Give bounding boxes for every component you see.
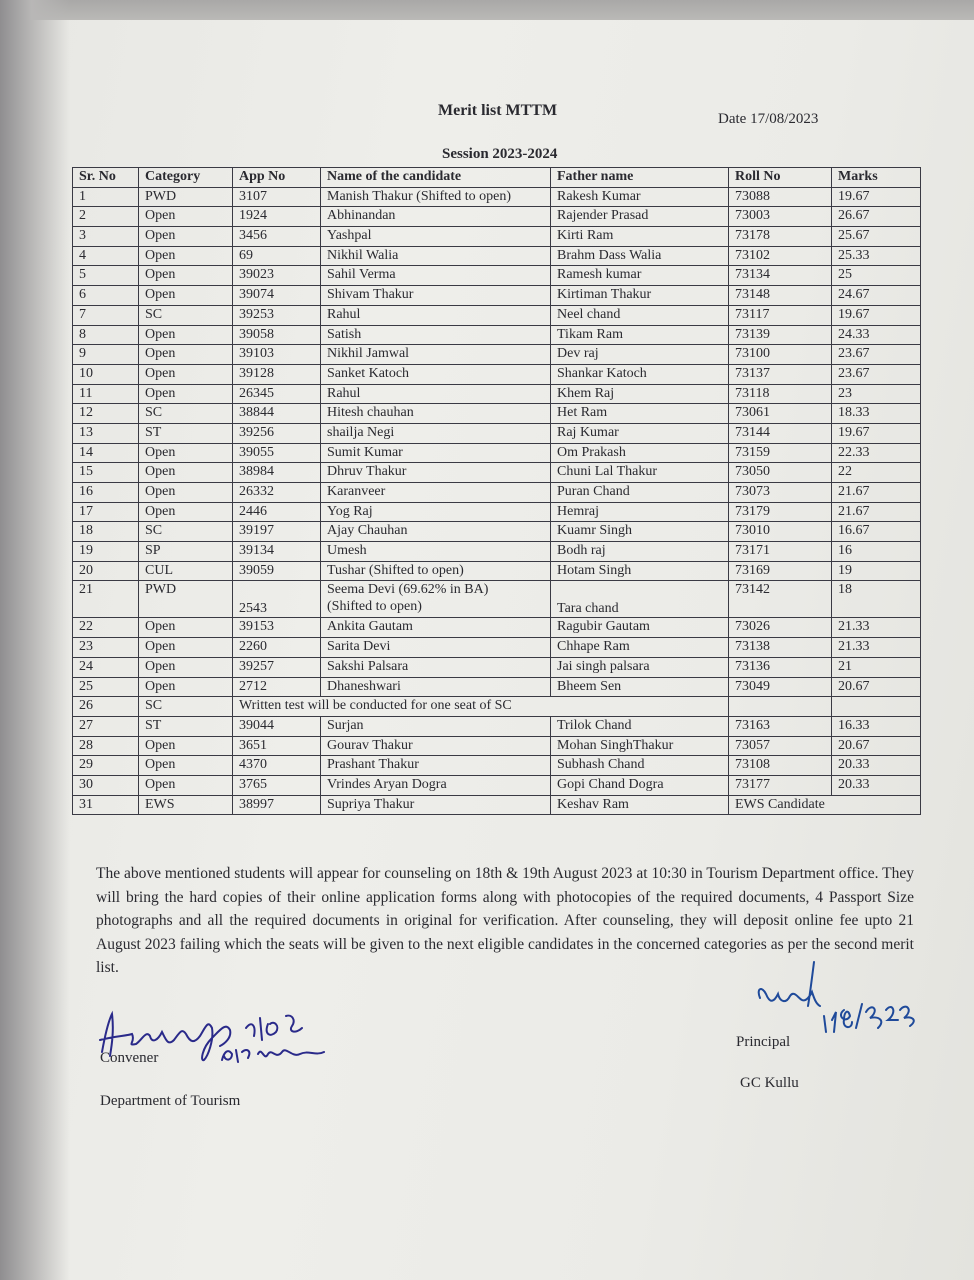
table-cell: Open bbox=[139, 325, 233, 345]
table-row bbox=[73, 736, 921, 756]
table-header-row bbox=[73, 168, 921, 188]
table-row bbox=[73, 697, 921, 717]
table-cell: Rahul bbox=[321, 384, 551, 404]
table-cell: 39197 bbox=[233, 522, 321, 542]
table-row bbox=[73, 677, 921, 697]
table-cell: Open bbox=[139, 756, 233, 776]
table-cell: Ramesh kumar bbox=[551, 266, 729, 286]
table-cell: 73137 bbox=[729, 364, 832, 384]
table-cell: 22 bbox=[73, 618, 139, 638]
table-cell: Yashpal bbox=[321, 227, 551, 247]
table-cell: Bheem Sen bbox=[551, 677, 729, 697]
table-cell: 29 bbox=[73, 756, 139, 776]
table-cell: EWS bbox=[139, 795, 233, 815]
table-cell: 2260 bbox=[233, 638, 321, 658]
table-row bbox=[73, 561, 921, 581]
table-cell: Sumit Kumar bbox=[321, 443, 551, 463]
table-cell: 4 bbox=[73, 246, 139, 266]
table-cell: 12 bbox=[73, 404, 139, 424]
table-cell: 73118 bbox=[729, 384, 832, 404]
table-cell: Gopi Chand Dogra bbox=[551, 775, 729, 795]
table-cell: 27 bbox=[73, 716, 139, 736]
table-cell: 20.67 bbox=[832, 677, 921, 697]
table-cell: 6 bbox=[73, 286, 139, 306]
table-row bbox=[73, 502, 921, 522]
table-cell: 73050 bbox=[729, 463, 832, 483]
table-cell: 19 bbox=[73, 542, 139, 562]
table-cell: SC bbox=[139, 404, 233, 424]
table-cell: 73100 bbox=[729, 345, 832, 365]
table-cell: 23.67 bbox=[832, 345, 921, 365]
table-cell: 24.33 bbox=[832, 325, 921, 345]
table-cell: 2712 bbox=[233, 677, 321, 697]
table-cell: 25 bbox=[832, 266, 921, 286]
col-header: Category bbox=[139, 168, 233, 188]
table-row bbox=[73, 716, 921, 736]
table-cell: Tara chand bbox=[551, 581, 729, 618]
table-cell: 39128 bbox=[233, 364, 321, 384]
table-cell: Hemraj bbox=[551, 502, 729, 522]
table-cell: Kirti Ram bbox=[551, 227, 729, 247]
table-cell: 1924 bbox=[233, 207, 321, 227]
table-cell: Hitesh chauhan bbox=[321, 404, 551, 424]
table-cell: Neel chand bbox=[551, 305, 729, 325]
table-cell: 26332 bbox=[233, 483, 321, 503]
table-cell: 22 bbox=[832, 463, 921, 483]
table-row bbox=[73, 522, 921, 542]
table-cell: Kirtiman Thakur bbox=[551, 286, 729, 306]
table-row bbox=[73, 581, 921, 618]
table-cell: PWD bbox=[139, 581, 233, 618]
table-cell: 73159 bbox=[729, 443, 832, 463]
table-cell: 18 bbox=[832, 581, 921, 618]
table-cell: 3651 bbox=[233, 736, 321, 756]
table-cell: 25.67 bbox=[832, 227, 921, 247]
table-cell: ST bbox=[139, 423, 233, 443]
table-cell: 39058 bbox=[233, 325, 321, 345]
table-cell: 11 bbox=[73, 384, 139, 404]
table-cell: Open bbox=[139, 677, 233, 697]
table-cell: 21 bbox=[73, 581, 139, 618]
table-row bbox=[73, 187, 921, 207]
table-cell: Open bbox=[139, 286, 233, 306]
table-row bbox=[73, 384, 921, 404]
table-cell: 16 bbox=[73, 483, 139, 503]
table-cell: 22.33 bbox=[832, 443, 921, 463]
table-cell: 38997 bbox=[233, 795, 321, 815]
table-cell: 26.67 bbox=[832, 207, 921, 227]
table-cell: shailja Negi bbox=[321, 423, 551, 443]
table-cell: 39257 bbox=[233, 657, 321, 677]
table-cell: 73148 bbox=[729, 286, 832, 306]
table-cell: Rakesh Kumar bbox=[551, 187, 729, 207]
table-cell: Tikam Ram bbox=[551, 325, 729, 345]
table-row bbox=[73, 756, 921, 776]
table-cell: Open bbox=[139, 463, 233, 483]
table-cell: Open bbox=[139, 266, 233, 286]
table-cell: SC bbox=[139, 697, 233, 717]
col-header: Roll No bbox=[729, 168, 832, 188]
table-cell: 21.67 bbox=[832, 483, 921, 503]
table-cell: 73088 bbox=[729, 187, 832, 207]
table-cell: 73163 bbox=[729, 716, 832, 736]
table-cell: Subhash Chand bbox=[551, 756, 729, 776]
table-cell: 73169 bbox=[729, 561, 832, 581]
table-cell: 73136 bbox=[729, 657, 832, 677]
table-row bbox=[73, 404, 921, 424]
table-cell: Open bbox=[139, 502, 233, 522]
table-cell: 21 bbox=[832, 657, 921, 677]
table-cell: 73179 bbox=[729, 502, 832, 522]
table-cell: 21.67 bbox=[832, 502, 921, 522]
table-cell: Open bbox=[139, 384, 233, 404]
table-cell: 73108 bbox=[729, 756, 832, 776]
table-cell: 39044 bbox=[233, 716, 321, 736]
table-cell: Puran Chand bbox=[551, 483, 729, 503]
table-cell: 3765 bbox=[233, 775, 321, 795]
table-cell: 38984 bbox=[233, 463, 321, 483]
table-cell: 19.67 bbox=[832, 187, 921, 207]
table-cell: 2446 bbox=[233, 502, 321, 522]
table-cell: 3107 bbox=[233, 187, 321, 207]
table-cell: Sanket Katoch bbox=[321, 364, 551, 384]
table-row bbox=[73, 542, 921, 562]
table-cell: Tushar (Shifted to open) bbox=[321, 561, 551, 581]
table-row bbox=[73, 483, 921, 503]
table-cell: Karanveer bbox=[321, 483, 551, 503]
table-cell: ST bbox=[139, 716, 233, 736]
table-cell: Kuamr Singh bbox=[551, 522, 729, 542]
table-row bbox=[73, 305, 921, 325]
table-cell: 20.67 bbox=[832, 736, 921, 756]
table-cell: 73117 bbox=[729, 305, 832, 325]
table-cell: 73057 bbox=[729, 736, 832, 756]
table-cell: Shankar Katoch bbox=[551, 364, 729, 384]
principal-label: Principal bbox=[736, 1034, 791, 1050]
table-cell: 73138 bbox=[729, 638, 832, 658]
table-cell: Open bbox=[139, 207, 233, 227]
table-cell: Supriya Thakur bbox=[321, 795, 551, 815]
table-cell: Open bbox=[139, 638, 233, 658]
table-cell: 1 bbox=[73, 187, 139, 207]
table-cell: 15 bbox=[73, 463, 139, 483]
table-cell: 39074 bbox=[233, 286, 321, 306]
col-header: Marks bbox=[832, 168, 921, 188]
table-cell: Sahil Verma bbox=[321, 266, 551, 286]
table-body-row26 bbox=[73, 697, 921, 717]
table-cell: Open bbox=[139, 618, 233, 638]
table-cell: 13 bbox=[73, 423, 139, 443]
col-header: Sr. No bbox=[73, 168, 139, 188]
table-cell: 73049 bbox=[729, 677, 832, 697]
department-label: Department of Tourism bbox=[100, 1093, 241, 1109]
table-cell: 2543 bbox=[233, 581, 321, 618]
table-cell: Open bbox=[139, 227, 233, 247]
table-cell: Surjan bbox=[321, 716, 551, 736]
table-cell: 25.33 bbox=[832, 246, 921, 266]
table-cell: 73073 bbox=[729, 483, 832, 503]
table-cell: Open bbox=[139, 657, 233, 677]
table-cell: 73139 bbox=[729, 325, 832, 345]
table-cell: 4370 bbox=[233, 756, 321, 776]
table-cell: 10 bbox=[73, 364, 139, 384]
table-cell: Chhape Ram bbox=[551, 638, 729, 658]
table-cell: Shivam Thakur bbox=[321, 286, 551, 306]
table-cell: 23 bbox=[73, 638, 139, 658]
table-cell: 20.33 bbox=[832, 756, 921, 776]
table-body-a bbox=[73, 187, 921, 581]
table-cell: 39103 bbox=[233, 345, 321, 365]
table-cell: 38844 bbox=[233, 404, 321, 424]
table-cell: 26345 bbox=[233, 384, 321, 404]
table-cell: 73144 bbox=[729, 423, 832, 443]
table-body-row31 bbox=[73, 795, 921, 815]
table-row bbox=[73, 795, 921, 815]
table-body-row21 bbox=[73, 581, 921, 618]
table-row bbox=[73, 246, 921, 266]
candidate-name-line: Seema Devi (69.62% in BA) bbox=[327, 582, 489, 598]
table-cell: 24.67 bbox=[832, 286, 921, 306]
table-row bbox=[73, 463, 921, 483]
table-cell: Open bbox=[139, 443, 233, 463]
table-cell: Khem Raj bbox=[551, 384, 729, 404]
session-label: Session 2023-2024 bbox=[442, 146, 558, 162]
table-cell: Chuni Lal Thakur bbox=[551, 463, 729, 483]
college-label: GC Kullu bbox=[740, 1075, 799, 1091]
table-cell: Vrindes Aryan Dogra bbox=[321, 775, 551, 795]
table-cell: 19.67 bbox=[832, 423, 921, 443]
photo-shadow-left bbox=[0, 0, 70, 1280]
table-cell: 3456 bbox=[233, 227, 321, 247]
table-cell: Umesh bbox=[321, 542, 551, 562]
table-cell: SC bbox=[139, 522, 233, 542]
table-cell: Rajender Prasad bbox=[551, 207, 729, 227]
table-cell: 9 bbox=[73, 345, 139, 365]
table-cell: SP bbox=[139, 542, 233, 562]
table-cell: Open bbox=[139, 775, 233, 795]
table-body-b bbox=[73, 618, 921, 697]
table-cell: 23 bbox=[832, 384, 921, 404]
table-cell: 73178 bbox=[729, 227, 832, 247]
table-cell: Open bbox=[139, 246, 233, 266]
table-cell: 39256 bbox=[233, 423, 321, 443]
table-cell: Yog Raj bbox=[321, 502, 551, 522]
table-cell: 16.33 bbox=[832, 716, 921, 736]
table-cell: 24 bbox=[73, 657, 139, 677]
table-row bbox=[73, 443, 921, 463]
table-cell: 73142 bbox=[729, 581, 832, 618]
table-cell: Om Prakash bbox=[551, 443, 729, 463]
table-cell: 18 bbox=[73, 522, 139, 542]
table-cell: Mohan SinghThakur bbox=[551, 736, 729, 756]
table-cell: 69 bbox=[233, 246, 321, 266]
table-cell: 73003 bbox=[729, 207, 832, 227]
table-cell: 14 bbox=[73, 443, 139, 463]
table-cell: 16 bbox=[832, 542, 921, 562]
table-cell: 39153 bbox=[233, 618, 321, 638]
table-cell: 19 bbox=[832, 561, 921, 581]
col-header: Name of the candidate bbox=[321, 168, 551, 188]
col-header: Father name bbox=[551, 168, 729, 188]
table-cell: 28 bbox=[73, 736, 139, 756]
table-cell: Satish bbox=[321, 325, 551, 345]
table-cell: 39055 bbox=[233, 443, 321, 463]
table-cell: Manish Thakur (Shifted to open) bbox=[321, 187, 551, 207]
table-cell: 73177 bbox=[729, 775, 832, 795]
table-cell: 39023 bbox=[233, 266, 321, 286]
table-cell: Het Ram bbox=[551, 404, 729, 424]
table-cell: 73010 bbox=[729, 522, 832, 542]
table-cell: 25 bbox=[73, 677, 139, 697]
table-cell: Dhruv Thakur bbox=[321, 463, 551, 483]
table-cell: Open bbox=[139, 364, 233, 384]
table-row bbox=[73, 266, 921, 286]
table-cell: 21.33 bbox=[832, 618, 921, 638]
table-cell: 21.33 bbox=[832, 638, 921, 658]
table-cell: Brahm Dass Walia bbox=[551, 246, 729, 266]
convener-label: Convener bbox=[100, 1050, 159, 1066]
table-cell: 26 bbox=[73, 697, 139, 717]
table-cell: 19.67 bbox=[832, 305, 921, 325]
table-row bbox=[73, 775, 921, 795]
document-date: Date 17/08/2023 bbox=[718, 111, 819, 127]
table-cell: 30 bbox=[73, 775, 139, 795]
col-header: App No bbox=[233, 168, 321, 188]
table-row bbox=[73, 325, 921, 345]
table-cell: Ankita Gautam bbox=[321, 618, 551, 638]
table-cell: 39134 bbox=[233, 542, 321, 562]
table-cell bbox=[321, 581, 551, 618]
table-cell: Trilok Chand bbox=[551, 716, 729, 736]
table-cell bbox=[729, 697, 832, 717]
table-cell: 73134 bbox=[729, 266, 832, 286]
table-row bbox=[73, 423, 921, 443]
table-cell: Jai singh palsara bbox=[551, 657, 729, 677]
table-cell: Hotam Singh bbox=[551, 561, 729, 581]
table-cell: Abhinandan bbox=[321, 207, 551, 227]
table-cell: 73102 bbox=[729, 246, 832, 266]
table-row bbox=[73, 207, 921, 227]
table-cell: 16.67 bbox=[832, 522, 921, 542]
merit-table bbox=[72, 167, 921, 815]
table-cell: 5 bbox=[73, 266, 139, 286]
table-cell: 31 bbox=[73, 795, 139, 815]
counseling-notice: The above mentioned students will appear for counseling on 18th & 19th August 2023 at 10:30 in Tourism Department office. They will bring the hard copies of their online application forms along with photocopies of the required documents, 4 Passport Size photographs and all the required documents in original for verification. After counseling, they will deposit online fee upto 21 August 2023 failing which the seats will be given to the next eligible candidates in the concerned categories as per the second merit list. bbox=[96, 865, 914, 976]
ews-note-cell: EWS Candidate bbox=[729, 795, 921, 815]
table-cell: SC bbox=[139, 305, 233, 325]
table-cell: Gourav Thakur bbox=[321, 736, 551, 756]
table-cell: Nikhil Walia bbox=[321, 246, 551, 266]
table-cell: PWD bbox=[139, 187, 233, 207]
table-cell: 20 bbox=[73, 561, 139, 581]
table-cell: Dev raj bbox=[551, 345, 729, 365]
table-cell: Open bbox=[139, 736, 233, 756]
table-cell: 73061 bbox=[729, 404, 832, 424]
table-cell: 18.33 bbox=[832, 404, 921, 424]
table-cell: Open bbox=[139, 483, 233, 503]
table-cell: 7 bbox=[73, 305, 139, 325]
table-cell: 39253 bbox=[233, 305, 321, 325]
table-cell: 73026 bbox=[729, 618, 832, 638]
table-cell: 39059 bbox=[233, 561, 321, 581]
sc-note-cell: Written test will be conducted for one seat of SC bbox=[233, 697, 729, 717]
table-cell: 20.33 bbox=[832, 775, 921, 795]
table-cell bbox=[832, 697, 921, 717]
table-row bbox=[73, 638, 921, 658]
table-row bbox=[73, 345, 921, 365]
table-cell: 23.67 bbox=[832, 364, 921, 384]
table-cell: Open bbox=[139, 345, 233, 365]
table-cell: Raj Kumar bbox=[551, 423, 729, 443]
table-cell: Ragubir Gautam bbox=[551, 618, 729, 638]
table-row bbox=[73, 286, 921, 306]
page-title: Merit list MTTM bbox=[438, 102, 558, 119]
table-cell: Rahul bbox=[321, 305, 551, 325]
table-cell: Sarita Devi bbox=[321, 638, 551, 658]
table-row bbox=[73, 227, 921, 247]
table-cell: Nikhil Jamwal bbox=[321, 345, 551, 365]
candidate-name-note: (Shifted to open) bbox=[327, 599, 422, 615]
table-cell: Ajay Chauhan bbox=[321, 522, 551, 542]
table-cell: Bodh raj bbox=[551, 542, 729, 562]
table-row bbox=[73, 657, 921, 677]
table-cell: 3 bbox=[73, 227, 139, 247]
table-row bbox=[73, 364, 921, 384]
table-cell: Sakshi Palsara bbox=[321, 657, 551, 677]
table-cell: 17 bbox=[73, 502, 139, 522]
table-cell: 8 bbox=[73, 325, 139, 345]
table-cell: CUL bbox=[139, 561, 233, 581]
table-cell: 73171 bbox=[729, 542, 832, 562]
table-cell: Keshav Ram bbox=[551, 795, 729, 815]
table-cell: Prashant Thakur bbox=[321, 756, 551, 776]
table-cell: Dhaneshwari bbox=[321, 677, 551, 697]
table-row bbox=[73, 618, 921, 638]
table-cell: 2 bbox=[73, 207, 139, 227]
table-body-c bbox=[73, 716, 921, 795]
